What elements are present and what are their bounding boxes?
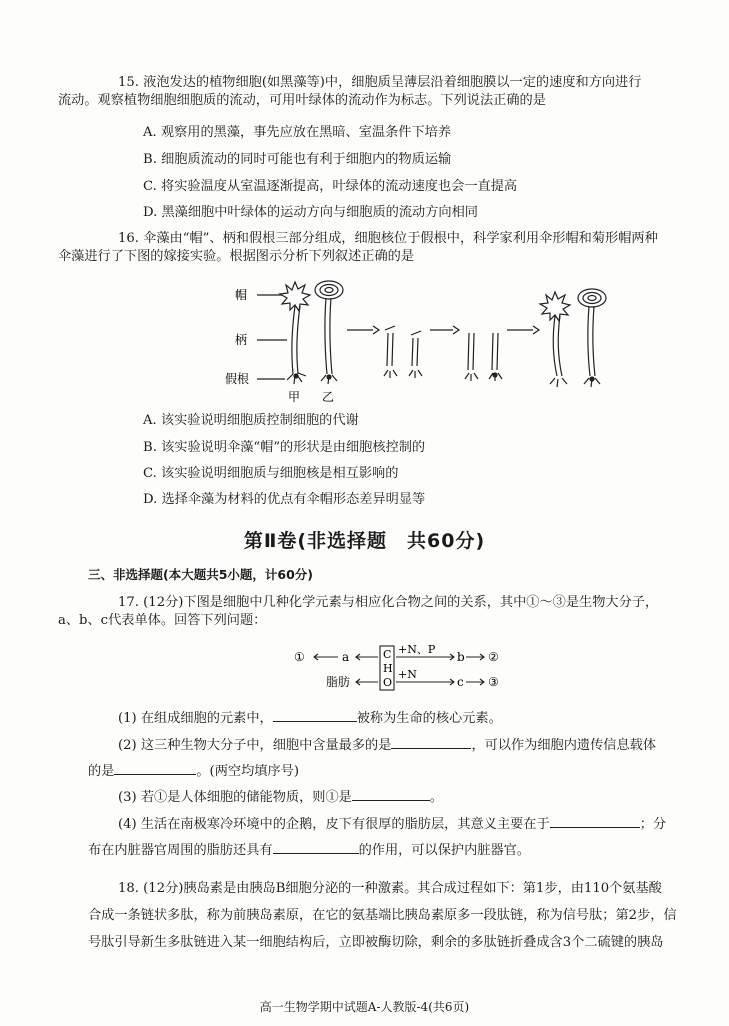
section-title-text: 第Ⅱ卷(非选择题 共60分) [243,530,486,552]
diagram-node-3: ③ [488,675,499,689]
q15-option-b: B. 细胞质流动的同时可能也有利于细胞内的物质运输 [143,152,452,167]
diagram-fat: 脂肪 [326,675,351,689]
diagram-plus-n: +N [398,668,417,681]
q17-part4-cont: 布在内脏器官周围的脂肪还具有 的作用，可以保护内脏器官。 [88,840,530,860]
section-title [0,526,729,553]
q17-stem-line2: a、b、c代表单体。回答下列问题： [58,613,267,628]
section-heading: 三、非选择题(本大题共5小题，计60分) [88,567,314,582]
diagram-node-1: ① [294,650,305,664]
q16-option-a: A. 该实验说明细胞质控制细胞的代谢 [143,413,359,428]
q17-part2: (2) 这三种生物大分子中，细胞中含量最多的是 ，可以作为细胞内遗传信息载体 [118,735,656,755]
diagram-monomer-a: a [342,650,350,664]
q15-option-d: D. 黑藻细胞中叶绿体的运动方向与细胞质的流动方向相同 [143,205,478,220]
label-yi: 乙 [322,390,335,404]
q17-stem-line1: 17. (12分)下图是细胞中几种化学元素与相应化合物之间的关系，其中①～③是生物大分子， [118,595,659,610]
label-cap: 帽 [235,288,248,302]
q16-option-c: C. 该实验说明细胞质与细胞核是相互影响的 [143,466,399,481]
q16-option-b: B. 该实验说明伞藻“帽”的形状是由细胞核控制的 [143,440,426,455]
diagram-node-2: ② [488,650,499,664]
q17-stem [58,594,698,630]
q17-part2-cont: 的是 。(两空均填序号) [88,761,299,781]
diagram-plus-np: +N、P [398,643,436,656]
q17-part3: (3) 若①是人体细胞的储能物质，则①是 。 [118,787,443,807]
q16-stem [58,230,698,266]
label-stalk: 柄 [235,333,248,347]
q17-part4: (4) 生活在南极寒冷环境中的企鹅，皮下有很厚的脂肪层，其意义主要在于 ；分 [118,814,666,834]
diagram-monomer-b: b [457,650,465,664]
diagram-element-c: C [383,648,392,661]
q15-stem-line1: 15. 液泡发达的植物细胞(如黑藻等)中，细胞质呈薄层沿着细胞膜以一定的速度和方向进行 [118,75,642,90]
q17-part1: (1) 在组成细胞的元素中， 被称为生命的核心元素。 [118,708,502,728]
label-rhizoid: 假根 [225,372,250,386]
diagram-element-o: O [383,676,393,689]
diagram-monomer-c: c [457,675,464,689]
q15-stem [58,74,698,110]
answer-blank-6[interactable] [273,840,359,854]
q16-stem-line1: 16. 伞藻由“帽”、柄和假根三部分组成，细胞核位于假根中，科学家利用伞形帽和菊形帽两种 [118,231,658,246]
q18-line1: 18. (12分)胰岛素是由胰岛B细胞分泌的一种激素。其合成过程如下：第1步，由110个氨基酸 [118,881,662,896]
answer-blank-5[interactable] [550,814,640,828]
diagram-element-h: H [383,662,393,675]
answer-blank-1[interactable] [273,708,357,722]
q16-stem-line2: 伞藻进行了下图的嫁接实验。根据图示分析下列叙述正确的是 [58,249,415,264]
acetabularia-graft-figure [225,278,625,406]
q15-option-c: C. 将实验温度从室温逐渐提高，叶绿体的流动速度也会一直提高 [143,179,518,194]
element-compound-diagram [290,640,510,698]
q15-stem-line2: 流动。观察植物细胞细胞质的流动，可用叶绿体的流动作为标志。下列说法正确的是 [58,93,546,108]
answer-blank-4[interactable] [352,787,430,801]
answer-blank-2[interactable] [391,735,471,749]
page-footer: 高一生物学期中试题A-人教版-4(共6页) [259,1000,470,1014]
q18-line3: 号肽引导新生多肽链进入某一细胞结构后，立即被酶切除，剩余的多肽链折叠成含3个二硫键的胰岛 [88,935,664,950]
q15-option-a: A. 观察用的黑藻，事先应放在黑暗、室温条件下培养 [143,125,452,140]
answer-blank-3[interactable] [114,761,196,775]
label-jia: 甲 [288,390,301,404]
q16-option-d: D. 选择伞藻为材料的优点有伞帽形态差异明显等 [143,492,426,507]
q18-line2: 合成一条链状多肽，称为前胰岛素原，在它的氨基端比胰岛素原多一段肽链，称为信号肽；第2步，信 [88,908,677,923]
